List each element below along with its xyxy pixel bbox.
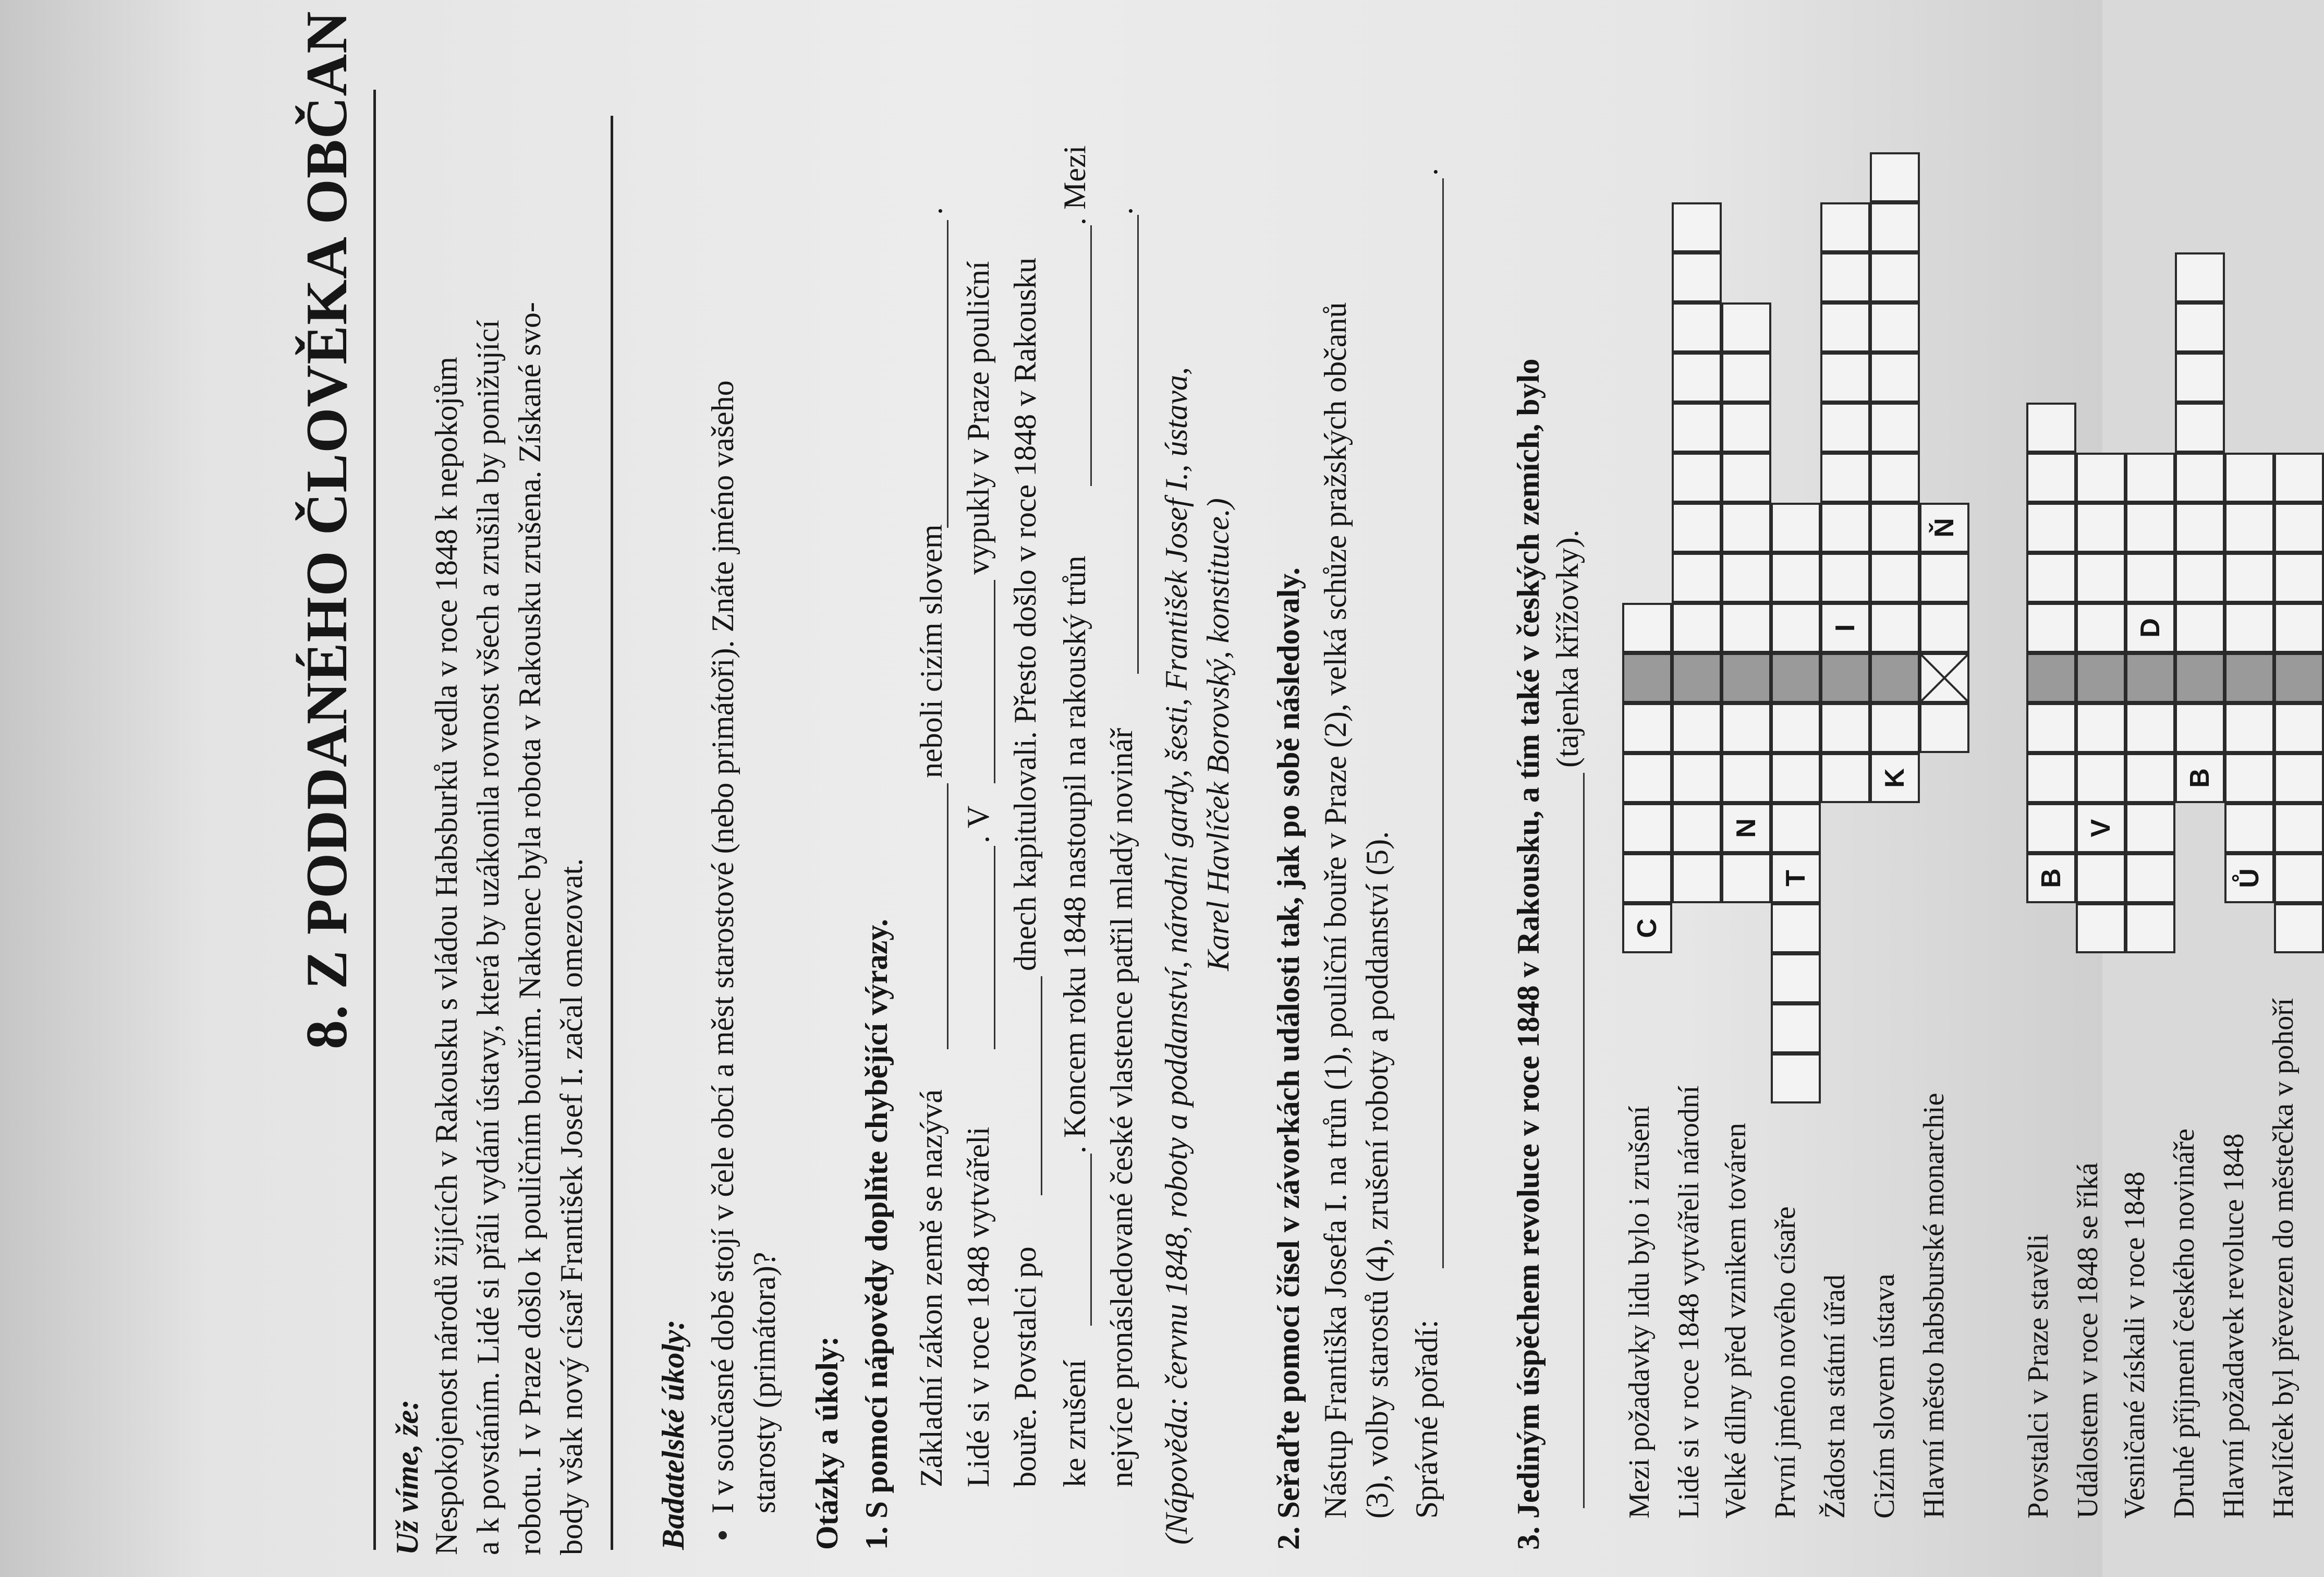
crossword-cell[interactable] — [2274, 903, 2324, 953]
crossword-clue: Vesničané získali v roce 1848 — [2119, 1171, 2151, 1519]
crossword-cell[interactable]: D — [2125, 603, 2175, 653]
answer-field[interactable] — [1442, 178, 1444, 1268]
crossword-cell[interactable] — [2274, 653, 2324, 703]
q1-text: bouře. Povstalci po — [1008, 1246, 1042, 1487]
crossword-cell[interactable] — [2125, 503, 2175, 553]
q1-number: 1. — [859, 1526, 894, 1550]
crossword-cell[interactable] — [2125, 703, 2175, 753]
crossword-cell[interactable] — [1870, 603, 1920, 653]
crossword-cell[interactable]: N — [1721, 803, 1771, 853]
crossed-cell-mark — [1921, 655, 1967, 701]
crossword-cell[interactable] — [2125, 803, 2175, 853]
chapter-title: Z PODDANÉHO ČLOVĚKA OBČAN — [295, 10, 359, 989]
crossword-cell[interactable] — [2224, 653, 2274, 703]
crossword-cell[interactable] — [1820, 453, 1870, 503]
crossword-cell[interactable]: V — [2076, 803, 2126, 853]
q1-hint: (Nápověda: červnu 1848, roboty a poddanství, národní gardy, šesti, František Josef I., ústava, — [1159, 367, 1194, 1545]
crossword-cell[interactable] — [1672, 703, 1722, 753]
crossword-cell[interactable] — [1672, 553, 1722, 603]
crossword-cell[interactable] — [2026, 703, 2076, 753]
q2-prompt: Seřaďte pomocí čísel v závorkách události tak, jak po sobě následovaly. — [1271, 567, 1306, 1519]
q1-text: nejvíce pronásledované české vlastence patřil mladý novinář — [1104, 727, 1139, 1487]
blank-field[interactable] — [947, 220, 948, 528]
q1-text: . V — [961, 805, 995, 843]
crossword-cell[interactable] — [1672, 453, 1722, 503]
blank-field[interactable] — [1041, 976, 1042, 1195]
crossword-cell[interactable] — [1870, 553, 1920, 603]
blank-field[interactable] — [1137, 215, 1139, 674]
q1-heading — [861, 919, 892, 1550]
crossword-cell[interactable]: Ň — [1919, 503, 1969, 553]
questions-heading: Otázky a úkoly: — [810, 1336, 844, 1550]
crossword-cell[interactable]: I — [1820, 603, 1870, 653]
crossword-cell[interactable] — [1820, 553, 1870, 603]
crossword-cell[interactable] — [1820, 302, 1870, 353]
crossword-cell[interactable] — [1721, 503, 1771, 553]
crossword-cell[interactable] — [1622, 803, 1672, 853]
crossword-cell[interactable] — [1771, 653, 1821, 703]
q1-text: . — [914, 207, 948, 215]
crossword-cell[interactable] — [2026, 403, 2076, 453]
crossword-cell[interactable] — [2175, 453, 2225, 503]
crossword-cell[interactable]: C — [1622, 903, 1672, 953]
crossword-cell[interactable] — [1870, 152, 1920, 202]
crossword-cell[interactable] — [1771, 1053, 1821, 1103]
crossword-cell[interactable] — [1870, 252, 1920, 302]
crossword-cell[interactable] — [2175, 703, 2225, 753]
crossword-clue: Havlíček byl převezen do městečka v pohoří — [2267, 998, 2299, 1519]
crossword-cell[interactable]: Ů — [2224, 853, 2274, 903]
research-line: starosty (primátora)? — [747, 1252, 782, 1513]
crossword-cell[interactable] — [1820, 353, 1870, 403]
section-rule — [611, 116, 613, 1550]
q1-text: . Koncem roku 1848 nastoupil na rakouský trůn — [1057, 555, 1092, 1154]
title-rule — [373, 90, 376, 1550]
crossword-cell[interactable] — [2224, 603, 2274, 653]
crossword-cell[interactable] — [1919, 703, 1969, 753]
crossword-cell[interactable] — [1721, 753, 1771, 803]
crossword-cell[interactable] — [1771, 503, 1821, 553]
q1-prompt: S pomocí nápovědy doplňte chybějící výrazy. — [859, 918, 894, 1519]
crossword-cell[interactable] — [2125, 553, 2175, 603]
solution-field[interactable] — [1583, 773, 1585, 1508]
crossword-cell[interactable] — [1870, 302, 1920, 353]
q2-heading — [1273, 567, 1304, 1550]
q1-hint: Karel Havlíček Borovský, konstituce.) — [1201, 498, 1235, 971]
crossword-cell[interactable] — [2175, 353, 2225, 403]
crossword-cell[interactable] — [1771, 953, 1821, 1003]
crossword-cell[interactable] — [2076, 553, 2126, 603]
crossword-cell[interactable] — [2224, 703, 2274, 753]
intro-line: Nespokojenost národů žijících v Rakousku s vládou Habsburků vedla v roce 1848 k nepokojům — [429, 357, 464, 1555]
q2-answer-label: Správné pořadí: — [1409, 1319, 1444, 1519]
crossword-cell[interactable] — [2224, 553, 2274, 603]
crossword-cell[interactable] — [2274, 553, 2324, 603]
crossword-cell[interactable] — [1870, 503, 1920, 553]
crossword-cell[interactable] — [2175, 653, 2225, 703]
crossword-cell[interactable] — [2076, 603, 2126, 653]
blank-field[interactable] — [994, 846, 995, 1049]
crossword-cell[interactable] — [2175, 503, 2225, 553]
crossword-cell[interactable] — [1870, 353, 1920, 403]
crossword-cell[interactable] — [2026, 553, 2076, 603]
crossword-clue: Lidé si v roce 1848 vytvářeli národní — [1673, 1085, 1705, 1519]
crossword-cell[interactable] — [1870, 653, 1920, 703]
crossword-cell[interactable] — [2076, 703, 2126, 753]
crossword-cell[interactable] — [1771, 903, 1821, 953]
crossword-cell[interactable] — [1870, 403, 1920, 453]
crossword-cell[interactable] — [1721, 553, 1771, 603]
crossword-cell[interactable]: B — [2175, 753, 2225, 803]
crossword-cell[interactable] — [2224, 453, 2274, 503]
intro-line: robotu. I v Praze došlo k pouličním bouřím. Nakonec byla robota v Rakousku zrušena. Získané svo- — [513, 302, 547, 1555]
crossword-cell[interactable] — [1919, 553, 1969, 603]
q3-heading — [1513, 359, 1544, 1550]
q1-text: vypukly v Praze pouliční — [961, 261, 995, 575]
blank-field[interactable] — [994, 580, 995, 783]
crossword-cell[interactable] — [2274, 853, 2324, 903]
crossword-cell[interactable] — [1771, 603, 1821, 653]
crossword-cell[interactable] — [2125, 753, 2175, 803]
crossword-cell[interactable] — [2026, 653, 2076, 703]
intro-line: body však nový císař František Josef I. začal omezovat. — [554, 858, 589, 1555]
crossword-cell[interactable] — [2175, 603, 2225, 653]
q2-number: 2. — [1271, 1526, 1306, 1550]
crossword-cell[interactable] — [1919, 653, 1969, 703]
crossword-cell[interactable] — [1672, 403, 1722, 453]
chapter-number: 8. — [295, 1004, 359, 1049]
crossword-cell[interactable] — [1721, 653, 1771, 703]
crossword-cell[interactable] — [1820, 753, 1870, 803]
crossword-cell[interactable] — [1820, 202, 1870, 252]
crossword-clue: Povstalci v Praze stavěli — [2022, 1234, 2054, 1519]
crossword-cell[interactable] — [1622, 653, 1672, 703]
crossword-cell[interactable] — [1721, 403, 1771, 453]
crossword-cell[interactable] — [2274, 753, 2324, 803]
q3-number: 3. — [1511, 1526, 1546, 1550]
q2-text: Nástup Františka Josefa I. na trůn (1), pouliční bouře v Praze (2), velká schůze pražských občanů — [1318, 302, 1353, 1519]
crossword-cell[interactable] — [2125, 853, 2175, 903]
crossword-cell[interactable] — [2026, 503, 2076, 553]
crossword-cell[interactable] — [1622, 703, 1672, 753]
crossword-cell[interactable] — [1721, 353, 1771, 403]
crossword-clue: První jméno nového císaře — [1769, 1206, 1802, 1519]
crossword-clue: Hlavní požadavek revoluce 1848 — [2218, 1133, 2250, 1519]
q2-text: . — [1409, 168, 1444, 176]
crossword-cell[interactable] — [2076, 903, 2126, 953]
crossword-cell[interactable] — [2125, 653, 2175, 703]
crossword-cell[interactable] — [2026, 803, 2076, 853]
crossword-clue: Hlavní město habsburské monarchie — [1918, 1093, 1950, 1519]
crossword-cell[interactable] — [2274, 453, 2324, 503]
q1-text: neboli cizím slovem — [914, 524, 948, 778]
blank-field[interactable] — [1090, 225, 1092, 486]
crossword-cell[interactable] — [2076, 753, 2126, 803]
crossword-cell[interactable] — [1672, 252, 1722, 302]
bullet — [719, 1531, 727, 1539]
crossword-cell[interactable] — [1622, 853, 1672, 903]
crossword-cell[interactable] — [2175, 252, 2225, 302]
crossword-cell[interactable] — [2125, 903, 2175, 953]
crossword-cell[interactable] — [1820, 703, 1870, 753]
crossword-cell[interactable] — [2026, 453, 2076, 503]
crossword-cell[interactable] — [1721, 603, 1771, 653]
crossword-clue: Žádost na státní úřad — [1819, 1274, 1851, 1519]
q3-text: (tajenka křížovky). — [1550, 529, 1585, 768]
crossword-cell[interactable] — [1771, 803, 1821, 853]
page-title — [295, 10, 359, 1049]
crossword-cell[interactable] — [2076, 503, 2126, 553]
q1-text: Lidé si v roce 1848 vytvářeli — [961, 1126, 995, 1487]
crossword-cell[interactable] — [1672, 603, 1722, 653]
crossword-cell[interactable]: K — [1870, 753, 1920, 803]
crossword-cell[interactable] — [1622, 753, 1672, 803]
q1-text: dnech kapitulovali. Přesto došlo v roce 1848 v Rakousku — [1008, 257, 1042, 971]
crossword-cell[interactable] — [1820, 403, 1870, 453]
crossword-cell[interactable] — [1870, 453, 1920, 503]
q1-text: . — [1104, 207, 1139, 215]
crossword-cell[interactable] — [2175, 302, 2225, 353]
crossword-cell[interactable] — [2076, 653, 2126, 703]
crossword-cell[interactable] — [1721, 453, 1771, 503]
crossword-cell[interactable] — [1771, 703, 1821, 753]
crossword-cell[interactable] — [1672, 653, 1722, 703]
worksheet-page — [269, 10, 2299, 1571]
crossword-clue: Velké dílny před vznikem továren — [1720, 1123, 1752, 1519]
crossword-cell[interactable] — [2175, 403, 2225, 453]
crossword-cell[interactable] — [1672, 353, 1722, 403]
crossword-cell[interactable] — [1672, 853, 1722, 903]
crossword-cell[interactable] — [2274, 703, 2324, 753]
crossword-cell[interactable] — [1721, 853, 1771, 903]
intro-heading: Už víme, že: — [390, 1399, 424, 1555]
crossword-cell[interactable] — [1622, 603, 1672, 653]
q3-prompt: Jediným úspěchem revoluce v roce 1848 v Rakousku, a tím také v českých zemích, bylo — [1511, 358, 1546, 1519]
crossword-cell[interactable] — [1919, 603, 1969, 653]
crossword-cell[interactable] — [1672, 503, 1722, 553]
crossword-cell[interactable] — [2076, 853, 2126, 903]
crossword-clue: Cizím slovem ústava — [1868, 1273, 1901, 1519]
crossword-clue: Událostem v roce 1848 se říká — [2072, 1162, 2104, 1519]
crossword-cell[interactable] — [1820, 252, 1870, 302]
crossword-cell[interactable] — [1672, 803, 1722, 853]
crossword-cell[interactable] — [2274, 503, 2324, 553]
crossword-cell[interactable] — [1820, 653, 1870, 703]
crossword-cell[interactable] — [1721, 703, 1771, 753]
crossword-cell[interactable] — [2026, 603, 2076, 653]
q1-text: Základní zákon země se nazývá — [914, 1089, 948, 1487]
crossword-cell[interactable] — [1672, 202, 1722, 252]
crossword-cell[interactable] — [1672, 302, 1722, 353]
crossword-cell[interactable] — [1771, 753, 1821, 803]
crossword-cell[interactable]: T — [1771, 853, 1821, 903]
crossword-clue: Mezi požadavky lidu bylo i zrušení — [1623, 1106, 1656, 1519]
intro-line: a k povstáním. Lidé si přáli vydání ústavy, která by uzákonila rovnost všech a zrušila by ponižující — [471, 320, 505, 1555]
crossword-cell[interactable] — [2224, 803, 2274, 853]
research-line: I v současné době stojí v čele obcí a měst starostové (nebo primátoři). Znáte jméno vašeho — [705, 380, 740, 1513]
crossword-cell[interactable] — [1721, 302, 1771, 353]
crossword-cell[interactable] — [2224, 753, 2274, 803]
q1-text: ke zrušení — [1057, 1360, 1092, 1487]
crossword-cell[interactable] — [2076, 453, 2126, 503]
q1-text: . Mezi — [1057, 145, 1092, 225]
research-heading: Badatelské úkoly: — [656, 1319, 690, 1550]
crossword-cell[interactable] — [1870, 202, 1920, 252]
blank-field[interactable] — [1090, 1154, 1092, 1326]
crossword-cell[interactable] — [2224, 503, 2274, 553]
q2-text: (3), volby starostů (4), zrušení roboty a poddanství (5). — [1360, 831, 1394, 1519]
blank-field[interactable] — [947, 783, 948, 1049]
crossword-cell[interactable] — [1771, 1003, 1821, 1053]
crossword-cell[interactable] — [2274, 603, 2324, 653]
crossword-cell[interactable] — [2274, 803, 2324, 853]
crossword-cell[interactable] — [1820, 503, 1870, 553]
crossword-cell[interactable] — [2026, 753, 2076, 803]
crossword-cell[interactable] — [1672, 753, 1722, 803]
crossword-cell[interactable] — [2125, 453, 2175, 503]
crossword-cell[interactable] — [2175, 553, 2225, 603]
crossword-cell[interactable] — [1870, 703, 1920, 753]
crossword-clue: Druhé příjmení českého novináře — [2168, 1129, 2200, 1519]
crossword-cell[interactable] — [1771, 553, 1821, 603]
crossword-cell[interactable]: B — [2026, 853, 2076, 903]
